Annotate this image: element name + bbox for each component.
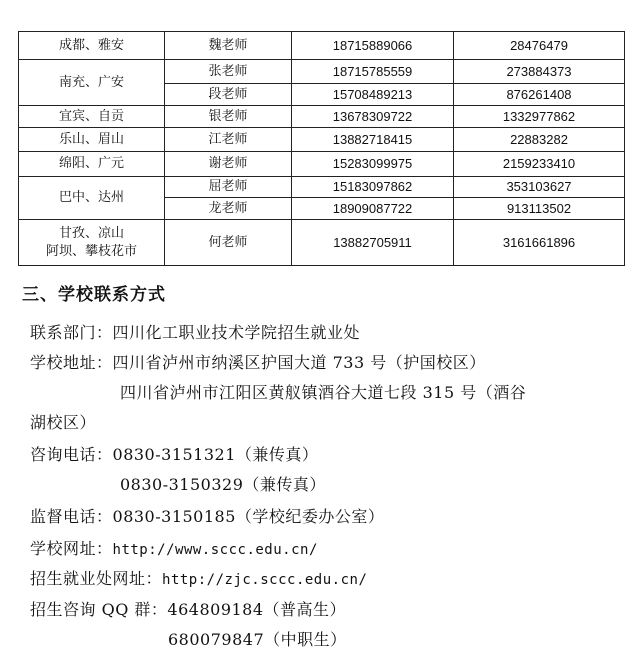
website-link[interactable]: http://www.sccc.edu.cn/ (112, 542, 318, 558)
teacher-cell: 何老师 (165, 220, 292, 266)
region-cell (19, 220, 165, 266)
address-label: 学校地址： (30, 353, 113, 372)
teacher-cell: 龙老师 (165, 198, 292, 220)
website-label: 学校网址： (30, 539, 113, 558)
phone-cell: 13678309722 (292, 106, 454, 128)
admissions-contact-table (18, 31, 625, 266)
phone-label: 咨询电话： (30, 445, 113, 464)
dept-line (30, 320, 360, 343)
recruit-site-label: 招生就业处网址： (30, 569, 163, 588)
phone-cell: 13882718415 (292, 128, 454, 152)
teacher-cell: 谢老师 (165, 152, 292, 177)
supervise-value: 0830-3150185（学校纪委办公室） (112, 507, 385, 526)
phone-cell: 18909087722 (292, 198, 454, 220)
website-line (30, 536, 318, 559)
teacher-cell: 段老师 (165, 84, 292, 106)
table-row (19, 177, 625, 198)
address-line-1 (30, 350, 486, 373)
qq-cell: 273884373 (454, 60, 625, 84)
phone-cell: 13882705911 (292, 220, 454, 266)
phone-cell: 15183097862 (292, 177, 454, 198)
qq-cell: 876261408 (454, 84, 625, 106)
table-row (19, 220, 625, 266)
qq-line-2: 680079847（中职生） (168, 630, 347, 649)
table-row (19, 152, 625, 177)
teacher-cell: 江老师 (165, 128, 292, 152)
qq-cell: 22883282 (454, 128, 625, 152)
phone-value-1: 0830-3151321（兼传真） (112, 445, 319, 464)
qq-cell: 3161661896 (454, 220, 625, 266)
qq-line-1 (30, 597, 346, 620)
region-cell: 宜宾、自贡 (19, 106, 165, 128)
region-cell: 成都、雅安 (19, 32, 165, 60)
region-line-1: 甘孜、凉山 (58, 225, 124, 241)
supervise-label: 监督电话： (30, 507, 113, 526)
phone-cell: 15283099975 (292, 152, 454, 177)
teacher-cell: 银老师 (165, 106, 292, 128)
teacher-cell: 屈老师 (165, 177, 292, 198)
region-cell: 南充、广安 (19, 60, 165, 106)
region-line-2: 阿坝、攀枝花市 (45, 243, 137, 259)
table-row (19, 128, 625, 152)
phone-line-2: 0830-3150329（兼传真） (120, 475, 326, 494)
teacher-cell: 张老师 (165, 60, 292, 84)
qq-cell: 28476479 (454, 32, 625, 60)
region-cell: 乐山、眉山 (19, 128, 165, 152)
teacher-cell: 魏老师 (165, 32, 292, 60)
region-cell: 巴中、达州 (19, 177, 165, 220)
qq-cell: 1332977862 (454, 106, 625, 128)
dept-value: 四川化工职业技术学院招生就业处 (112, 323, 361, 342)
recruit-site-link[interactable]: http://zjc.sccc.edu.cn/ (162, 572, 368, 588)
section-heading: 三、学校联系方式 (22, 285, 166, 305)
qq-cell: 913113502 (454, 198, 625, 220)
supervise-line (30, 504, 384, 527)
phone-cell: 18715889066 (292, 32, 454, 60)
phone-cell: 18715785559 (292, 60, 454, 84)
address-value-1: 四川省泸州市纳溪区护国大道 733 号（护国校区） (112, 353, 486, 372)
table-row (19, 106, 625, 128)
address-line-2: 四川省泸州市江阳区黄舣镇酒谷大道七段 315 号（酒谷 (120, 383, 527, 402)
address-line-3: 湖校区） (30, 413, 97, 432)
table-row (19, 32, 625, 60)
region-cell: 绵阳、广元 (19, 152, 165, 177)
dept-label: 联系部门： (30, 323, 113, 342)
qq-cell: 2159233410 (454, 152, 625, 177)
table-row (19, 60, 625, 84)
qq-label: 招生咨询 QQ 群： (30, 600, 168, 619)
phone-line-1 (30, 442, 318, 465)
qq-value-1: 464809184（普高生） (167, 600, 347, 619)
qq-cell: 353103627 (454, 177, 625, 198)
phone-cell: 15708489213 (292, 84, 454, 106)
recruit-site-line (30, 566, 367, 589)
